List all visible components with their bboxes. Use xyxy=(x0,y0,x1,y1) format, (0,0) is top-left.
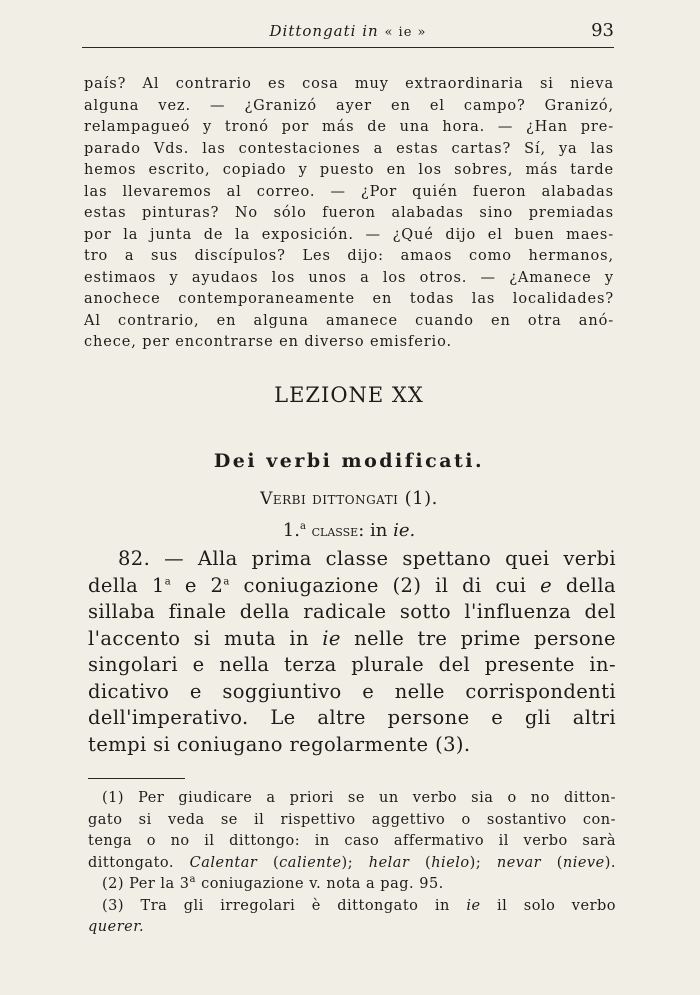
lesson-title: LEZIONE XX xyxy=(274,383,424,407)
page-number: 93 xyxy=(591,20,614,41)
class-term: ie. xyxy=(393,520,416,541)
page-header xyxy=(82,18,614,46)
class-label: classe xyxy=(311,522,359,540)
verb-group-note-ref: (1). xyxy=(404,488,438,509)
footnote-1-line: gato si veda se il rispettivo aggettivo o sostantivo con- xyxy=(88,811,616,828)
rule-line: della 1$^a$ e 2$^a$ coniugazione (2) il di cui e della xyxy=(88,573,616,597)
exercise-paragraph xyxy=(84,74,614,354)
class-number-sup: a xyxy=(299,521,306,532)
rule-paragraph xyxy=(88,546,616,758)
rule-line: l'accento si muta in ie nelle tre prime persone xyxy=(88,626,616,650)
verb-group-heading xyxy=(84,488,614,509)
header-rule xyxy=(82,47,614,48)
exercise-line: tro a sus discípulos? Les dijo: amaos como hermanos, xyxy=(84,248,614,264)
running-title-text: Dittongati in xyxy=(269,22,379,40)
footnote-1-line: (1) Per giudicare a priori se un verbo sia o no ditton- xyxy=(102,790,616,806)
class-heading xyxy=(84,520,614,541)
exercise-line: país? Al contrario es cosa muy extraordinaria si nieva xyxy=(84,76,614,92)
exercise-line: alguna vez. — ¿Granizó ayer en el campo? Granizó, xyxy=(84,97,614,114)
exercise-line: anochece contemporaneamente en todas las localidades? xyxy=(84,291,614,307)
footnote-3-line: querer. xyxy=(88,919,145,935)
rule-line: dell'imperativo. Le altre persone e gli altri xyxy=(88,706,616,729)
class-number: 1. xyxy=(282,520,300,541)
exercise-line: Al contrario, en alguna amanece cuando en otra anó- xyxy=(84,312,614,329)
exercise-line: chece, per encontrarse en diverso emisferio. xyxy=(84,334,452,350)
exercise-line: las llevaremos al correo. — ¿Por quién fueron alabadas xyxy=(84,183,614,200)
exercise-line: relampagueó y tronó por más de una hora. — ¿Han pre- xyxy=(84,119,614,135)
running-title xyxy=(82,22,614,40)
exercise-line: hemos escrito, copiado y puesto en los sobres, más tarde xyxy=(84,162,614,178)
section-title: Dei verbi modificati. xyxy=(213,450,485,472)
rule-line: singolari e nella terza plurale del presente in- xyxy=(88,653,616,676)
rule-line: tempi si coniugano regolarmente (3). xyxy=(88,732,471,756)
running-title-term: « ie » xyxy=(384,25,427,40)
rule-line: dicativo e soggiuntivo e nelle corrispondenti xyxy=(88,679,616,703)
footnote-3-line: (3) Tra gli irregolari è dittongato in ie il solo verbo xyxy=(102,897,617,914)
footnote-1-line: tenga o no il dittongo: in caso affermativo il verbo sarà xyxy=(88,833,616,849)
footnote-separator xyxy=(88,778,185,779)
footnotes xyxy=(88,788,616,939)
exercise-line: por la junta de la exposición. — ¿Qué dijo el buen maes- xyxy=(84,226,614,243)
verb-group-label: Verbi dittongati xyxy=(260,489,399,509)
exercise-line: estas pinturas? No sólo fueron alabadas sino premiadas xyxy=(84,205,614,221)
rule-line: 82. — Alla prima classe spettano quei verbi xyxy=(118,547,616,570)
class-label-rest: : in xyxy=(358,520,388,541)
footnote-1-line: dittongato. Calentar (caliente); helar (hielo); nevar (nieve). xyxy=(88,854,616,871)
rule-line: sillaba finale della radicale sotto l'influenza del xyxy=(88,600,616,623)
exercise-line: parado Vds. las contestaciones a estas cartas? Sí, ya las xyxy=(84,140,614,157)
exercise-line: estimaos y ayudaos los unos a los otros. — ¿Amanece y xyxy=(84,269,614,286)
footnote-2: (2) Per la 3$^a$ coniugazione v. nota a pag. 95. xyxy=(102,874,444,892)
